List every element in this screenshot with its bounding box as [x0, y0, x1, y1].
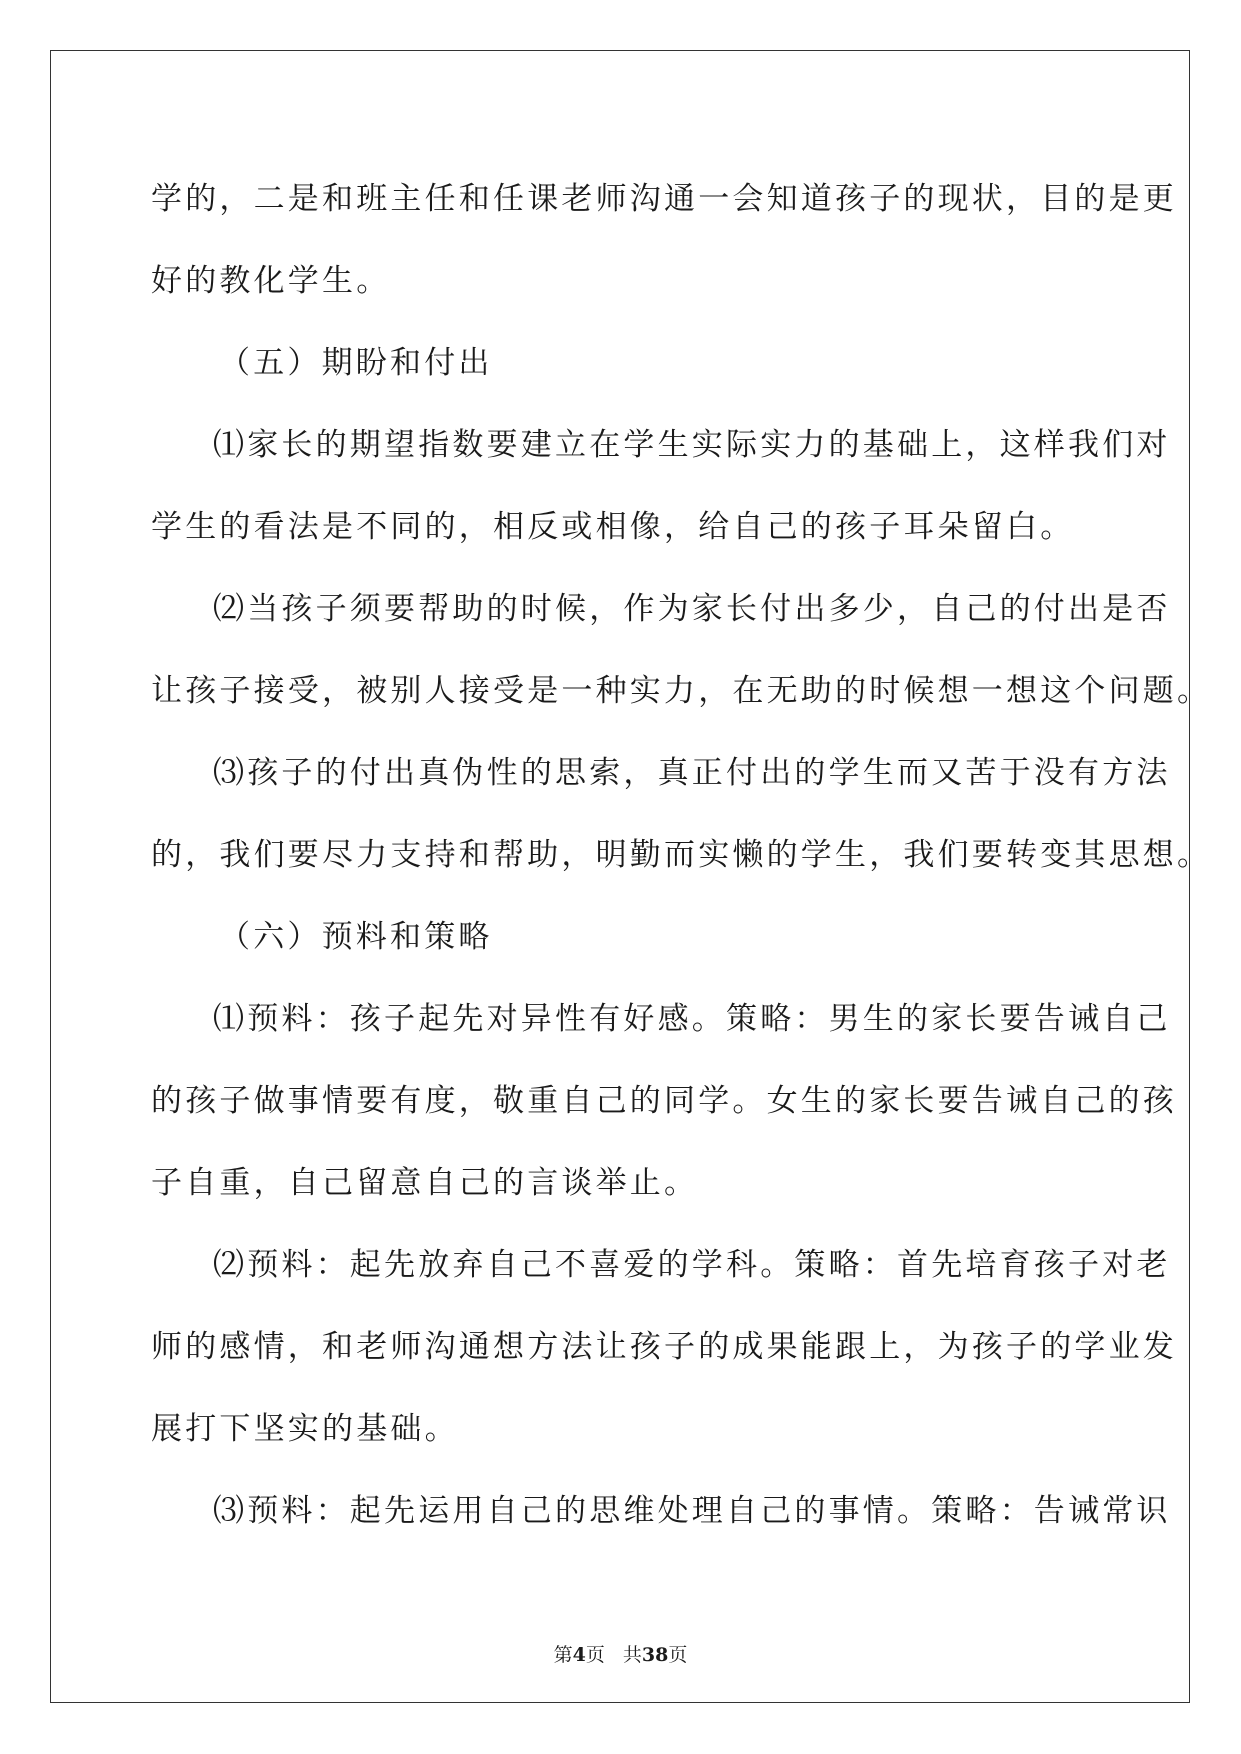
paragraph-six-3-line-1: ⑶预料：起先运用自己的思维处理自己的事情。策略：告诫常识 [213, 1493, 1171, 1529]
document-body [151, 158, 1212, 1552]
paragraph-six-1-line-3: 子自重，自己留意自己的言谈举止。 [151, 1165, 699, 1201]
total-suffix: 页 [668, 1644, 688, 1666]
paragraph-five-1-line-1: ⑴家长的期望指数要建立在学生实际实力的基础上，这样我们对 [213, 427, 1171, 463]
paragraph-five-3-line-2: 的，我们要尽力支持和帮助，明勤而实懒的学生，我们要转变其思想。 [151, 837, 1212, 873]
body-line-1: 学的，二是和班主任和任课老师沟通一会知道孩子的现状，目的是更 [151, 181, 1177, 217]
paragraph-six-1-line-2: 的孩子做事情要有度，敬重自己的同学。女生的家长要告诫自己的孩 [151, 1083, 1177, 1119]
section-heading-five: （五）期盼和付出 [219, 345, 493, 381]
total-prefix: 共 [622, 1644, 642, 1666]
body-line-2: 好的教化学生。 [151, 263, 391, 299]
page-prefix: 第 [553, 1644, 573, 1666]
page-footer [0, 1640, 1241, 1667]
total-pages: 38 [641, 1644, 669, 1666]
paragraph-six-2-line-3: 展打下坚实的基础。 [151, 1411, 459, 1447]
paragraph-six-1-line-1: ⑴预料：孩子起先对异性有好感。策略：男生的家长要告诫自己 [213, 1001, 1171, 1037]
page-number: 4 [572, 1644, 586, 1666]
section-heading-six: （六）预料和策略 [219, 919, 493, 955]
paragraph-five-1-line-2: 学生的看法是不同的，相反或相像，给自己的孩子耳朵留白。 [151, 509, 1075, 545]
paragraph-six-2-line-1: ⑵预料：起先放弃自己不喜爱的学科。策略：首先培育孩子对老 [213, 1247, 1171, 1283]
paragraph-five-2-line-2: 让孩子接受，被别人接受是一种实力，在无助的时候想一想这个问题。 [151, 673, 1212, 709]
paragraph-six-2-line-2: 师的感情，和老师沟通想方法让孩子的成果能跟上，为孩子的学业发 [151, 1329, 1177, 1365]
page-suffix: 页 [585, 1644, 605, 1666]
paragraph-five-3-line-1: ⑶孩子的付出真伪性的思索，真正付出的学生而又苦于没有方法 [213, 755, 1171, 791]
paragraph-five-2-line-1: ⑵当孩子须要帮助的时候，作为家长付出多少，自己的付出是否 [213, 591, 1171, 627]
